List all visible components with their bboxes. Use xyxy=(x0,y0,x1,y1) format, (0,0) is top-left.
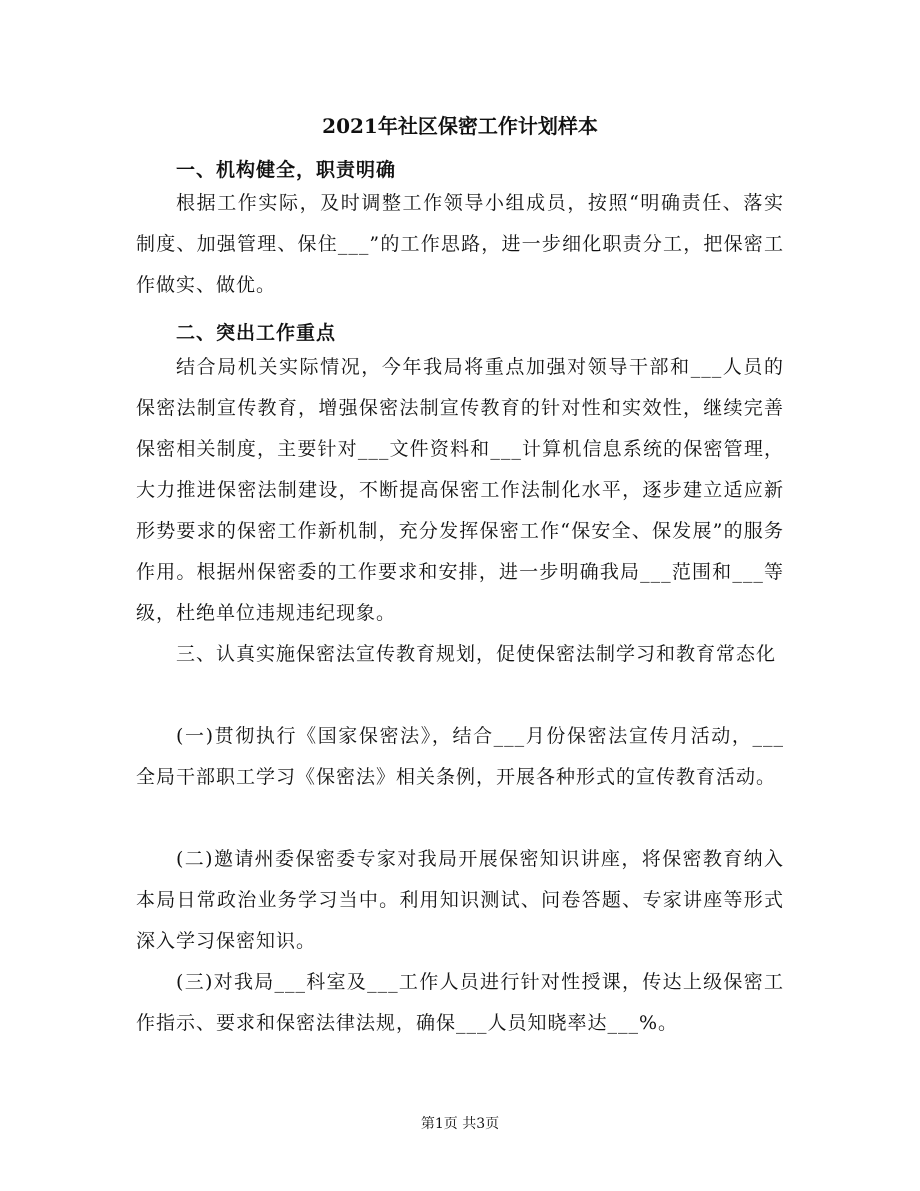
paragraph-3: 三、认真实施保密法宣传教育规划，促使保密法制学习和教育常态化 xyxy=(176,643,777,665)
section-heading-1: 一、机构健全，职责明确 xyxy=(176,159,397,181)
paragraph-4: (一)贯彻执行《国家保密法》，结合___月份保密法宣传月活动，___全局干部职工学习《保密法》相关条例，开展各种形式的宣传教育活动。 xyxy=(136,725,784,788)
document-title: 2021年社区保密工作计划样本 xyxy=(322,114,598,138)
paragraph-5: (二)邀请州委保密委专家对我局开展保密知识讲座，将保密教育纳入本局日常政治业务学习当中。利用知识测试、问卷答题、专家讲座等形式深入学习保密知识。 xyxy=(136,848,784,952)
page-footer: 第1页 共3页 xyxy=(420,1116,500,1132)
section-heading-2: 二、突出工作重点 xyxy=(176,322,337,344)
paragraph-1: 根据工作实际，及时调整工作领导小组成员，按照“明确责任、落实制度、加强管理、保住___”的工作思路，进一步细化职责分工，把保密工作做实、做优。 xyxy=(136,192,784,296)
paragraph-2: 结合局机关实际情况，今年我局将重点加强对领导干部和___人员的保密法制宣传教育，增强保密法制宣传教育的针对性和实效性，继续完善保密相关制度，主要针对___文件资料和___计算机信息系统的保密管理，大力推进保密法制建设，不断提高保密工作法制化水平，逐步建立适应新形势要求的保密工作新机制，充分发挥保密工作“保安全、保发展”的服务作用。根据州保密委的工作要求和安排，进一步明确我局___范围和___等级，杜绝单位违规违纪现象。 xyxy=(136,356,784,624)
paragraph-6: (三)对我局___科室及___工作人员进行针对性授课，传达上级保密工作指示、要求和保密法律法规，确保___人员知晓率达___%。 xyxy=(136,971,784,1034)
